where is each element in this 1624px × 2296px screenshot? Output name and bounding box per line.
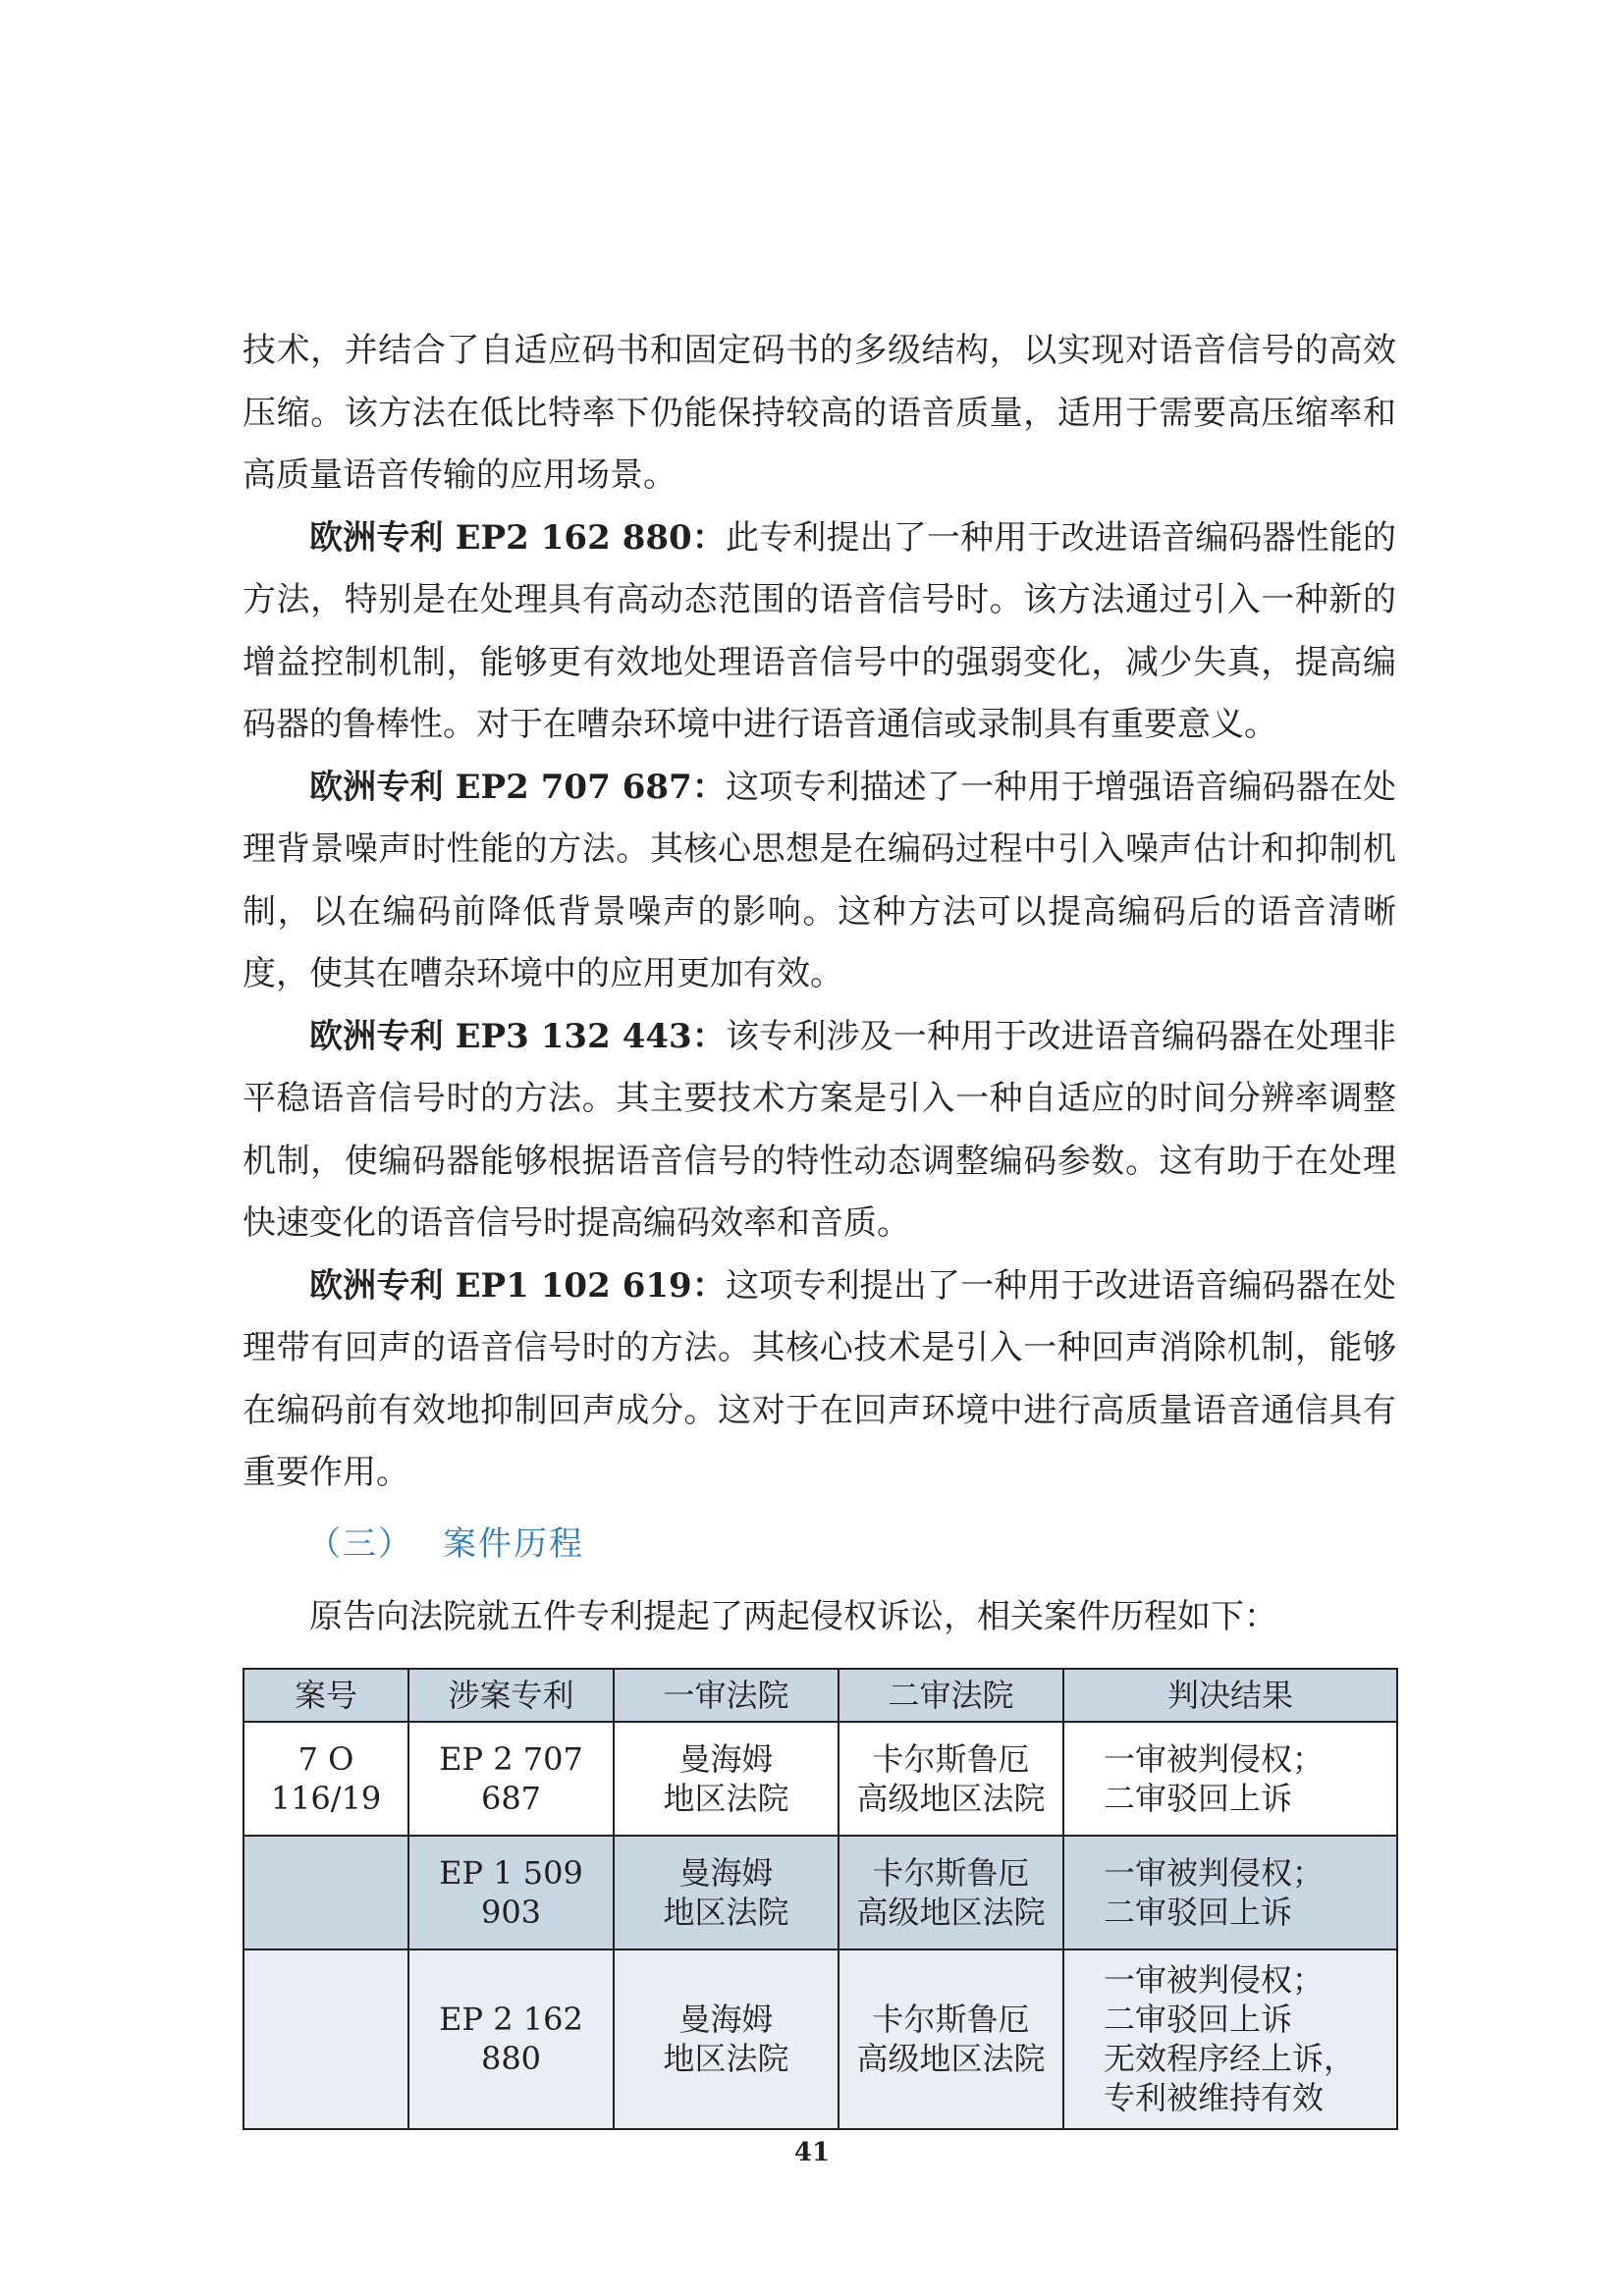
- header-patent: 涉案专利: [408, 1669, 614, 1722]
- paragraph-ep3132443: 欧洲专利 EP3 132 443：该专利涉及一种用于改进语音编码器在处理非平稳语音信号时的方法。其主要技术方案是引入一种自适应的时间分辨率调整机制，使编码器能够根据语音信号的特性动态调整编码参数。这有助于在处理快速变化的语音信号时提高编码效率和音质。: [243, 1016, 1397, 1243]
- table-header-row: [244, 1669, 1397, 1722]
- table-row: [244, 1836, 1397, 1949]
- header-second-court: 二审法院: [839, 1669, 1063, 1722]
- table-intro: 原告向法院就五件专利提起了两起侵权诉讼，相关案件历程如下：: [309, 1596, 1277, 1636]
- first-court-cell: 曼海姆 地区法院: [614, 1836, 839, 1949]
- table-row: [244, 1949, 1397, 2129]
- paragraph-ep2707687: 欧洲专利 EP2 707 687：这项专利描述了一种用于增强语音编码器在处理背景噪声时性能的方法。其核心思想是在编码过程中引入噪声估计和抑制机制，以在编码前降低背景噪声的影响。这种方法可以提高编码后的语音清晰度，使其在嘈杂环境中的应用更加有效。: [243, 767, 1397, 993]
- page-number: 41: [793, 2138, 831, 2167]
- paragraph-continued: 技术，并结合了自适应码书和固定码书的多级结构，以实现对语音信号的高效压缩。该方法在低比特率下仍能保持较高的语音质量，适用于需要高压缩率和高质量语音传输的应用场景。: [243, 331, 1396, 495]
- patent-label: 欧洲专利 EP3 132 443：: [309, 1016, 727, 1056]
- case-no-cell: 7 O 116/19: [244, 1722, 408, 1836]
- section-heading: [307, 1519, 1396, 1570]
- paragraph-ep1102619: 欧洲专利 EP1 102 619：这项专利提出了一种用于改进语音编码器在处理带有回声的语音信号时的方法。其核心技术是引入一种回声消除机制，能够在编码前有效地抑制回声成分。这对于在回声环境中进行高质量语音通信具有重要作用。: [243, 1265, 1397, 1492]
- patent-label: 欧洲专利 EP1 102 619：: [309, 1265, 727, 1306]
- header-case-no: 案号: [244, 1669, 408, 1722]
- second-court-cell: 卡尔斯鲁厄 高级地区法院: [839, 1836, 1063, 1949]
- case-no-cell: [244, 1836, 408, 1949]
- section-title: 案件历程: [443, 1523, 584, 1564]
- table-row: [244, 1722, 1397, 1836]
- patent-cell: EP 2 162 880: [408, 1949, 614, 2129]
- first-court-cell: 曼海姆 地区法院: [614, 1949, 839, 2129]
- patent-label: 欧洲专利 EP2 707 687：: [309, 767, 727, 807]
- paragraph-ep2162880: 欧洲专利 EP2 162 880：此专利提出了一种用于改进语音编码器性能的方法，特别是在处理具有高动态范围的语音信号时。该方法通过引入一种新的增益控制机制，能够更有效地处理语音信号中的强弱变化，减少失真，提高编码器的鲁棒性。对于在嘈杂环境中进行语音通信或录制具有重要意义。: [243, 517, 1397, 744]
- second-court-cell: 卡尔斯鲁厄 高级地区法院: [839, 1949, 1063, 2129]
- result-cell: 一审被判侵权； 二审驳回上诉: [1063, 1722, 1397, 1836]
- patent-cell: EP 2 707 687: [408, 1722, 614, 1836]
- case-no-cell: [244, 1949, 408, 2129]
- result-cell: 一审被判侵权； 二审驳回上诉 无效程序经上诉， 专利被维持有效: [1063, 1949, 1397, 2129]
- patent-label: 欧洲专利 EP2 162 880：: [309, 517, 727, 558]
- first-court-cell: 曼海姆 地区法院: [614, 1722, 839, 1836]
- section-number: （三）: [307, 1523, 413, 1564]
- result-cell: 一审被判侵权； 二审驳回上诉: [1063, 1836, 1397, 1949]
- header-result: 判决结果: [1063, 1669, 1397, 1722]
- page-content: [243, 320, 1396, 2130]
- header-first-court: 一审法院: [614, 1669, 839, 1722]
- patent-cell: EP 1 509 903: [408, 1836, 614, 1949]
- second-court-cell: 卡尔斯鲁厄 高级地区法院: [839, 1722, 1063, 1836]
- case-history-table: [243, 1668, 1398, 2130]
